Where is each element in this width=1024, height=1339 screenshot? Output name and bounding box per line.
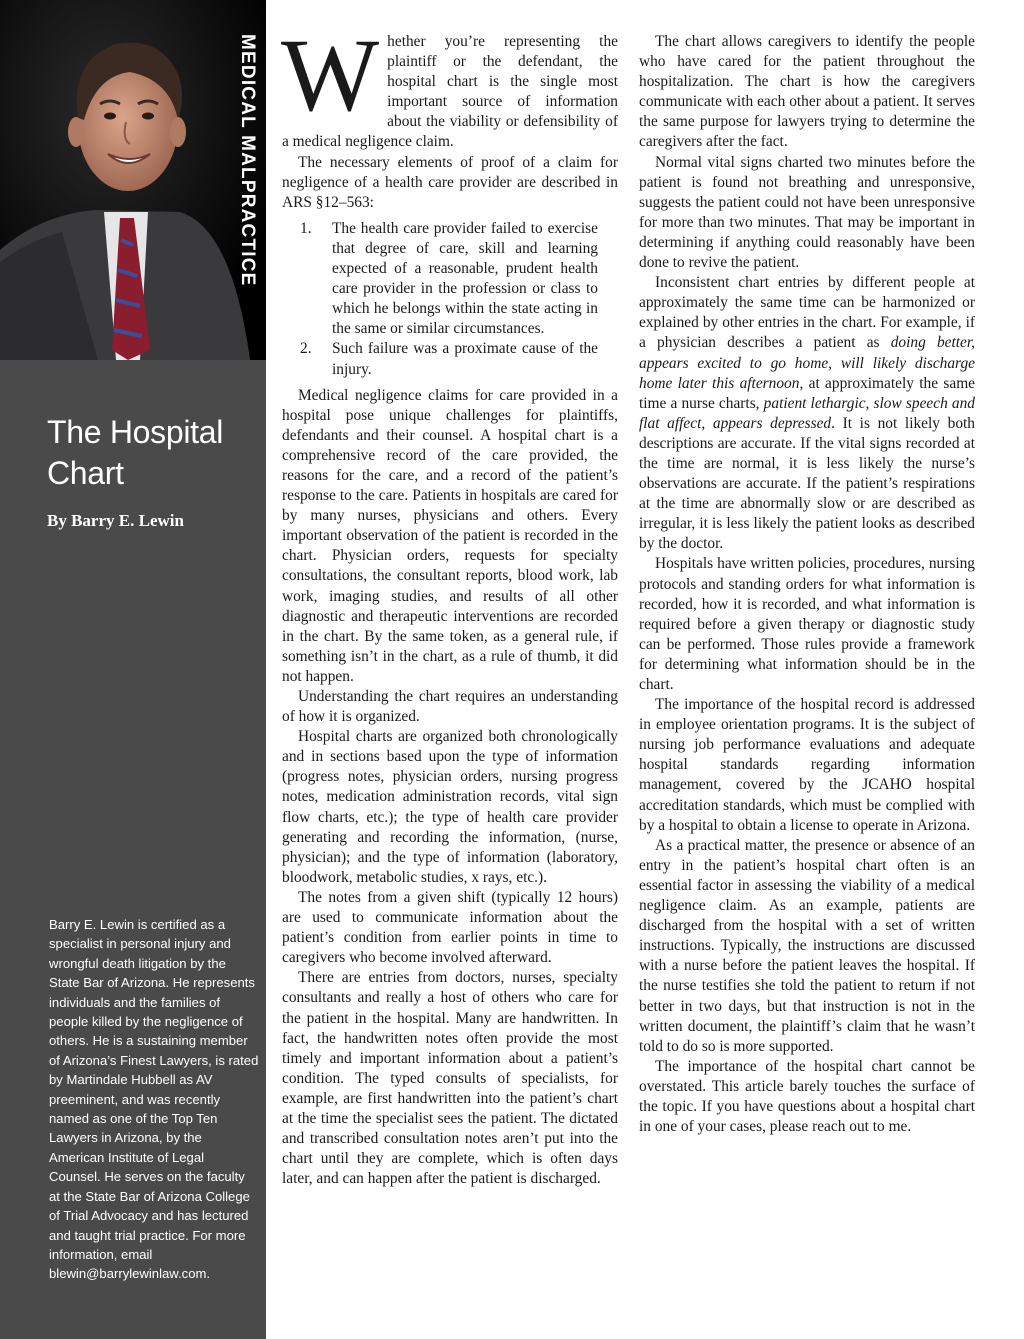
section-label-text: MEDICAL MALPRACTICE	[237, 34, 258, 287]
paragraph-challenges: Medical negligence claims for care provided in a hospital pose unique challenges for plaintiffs, defendants and their counsel. A hospital chart is a comprehensive record of the care provided, the reasons for the care, and a record of the patient’s response to the care. Patients in hospitals are cared for by many nurses, physicians and others. Every important observation of the patient is recorded in the chart. Physician orders, requests for specialty consultations, the consultant reports, blood work, lab work, imaging studies, and results of all other diagnostic and therapeutic interventions are recorded in the chart. By the same token, as a general rule, if something isn’t in the chart, as a rule of thumb, it did not happen.	[282, 386, 618, 685]
inconsistent-text-c: . It is not likely both descriptions are accurate. If the vital signs recorded at the time are normal, it is less likely the nurse’s observations are accurate. If the patient’s respirations at the time are abnormally slow or are described as irregular, it is less likely the patient looks as described by the doctor.	[639, 414, 975, 553]
nurse-quote: patient lethargic, slow speech and flat affect, appears depressed	[639, 394, 975, 432]
inconsistent-text-a: Inconsistent chart entries by different people at approximately the same time can be harmonized or explained by other entries in the chart. For example, if a physician describes a patient as	[639, 274, 975, 352]
paragraph-entries: There are entries from doctors, nurses, specialty consultants and really a host of others who care for the patient in the hospital. Many are handwritten. In fact, the handwritten notes often provide the most timely and important information about a patient’s condition. The typed consults of specialists, for example, are first handwritten into the patient’s chart at the time the specialist sees the patient. The dictated and transcribed consultation notes aren’t put into the chart until they are complete, which is often days later, and can happen after the patient is discharged.	[282, 969, 618, 1188]
list-number: 1.	[300, 219, 312, 237]
list-number: 2.	[300, 340, 312, 358]
list-item	[300, 339, 598, 379]
article-column-1	[281, 18, 618, 1189]
list-item	[300, 219, 598, 340]
list-text: The health care provider failed to exercise that degree of care, skill and learning expected of a reasonable, prudent health care provider in the profession or class to which he belongs within the state acting in the same or similar circumstances.	[332, 219, 598, 338]
paragraph-practical: As a practical matter, the presence or absence of an entry in the patient’s hospital chart often is an essential factor in assessing the viability of a medical negligence claim. As an example, patients are discharged from the hospital with a set of written instructions. Typically, the instructions are discussed with a nurse before the patient leaves the hospital. If the nurse testifies she told the patient to return if not better in two days, but that instruction is not in the written document, the plaintiff’s claim that he wasn’t told to do so is more supported.	[639, 836, 975, 1055]
paragraph-elements: The necessary elements of proof of a claim for negligence of a health care provider are described in ARS §12–563:	[282, 153, 618, 211]
physician-quote: doing better, appears excited to go home, will likely discharge home later this afternoon	[639, 334, 975, 392]
title-line-1: The Hospital	[47, 414, 224, 450]
author-bio: Barry E. Lewin is certified as a specialist in personal injury and wrongful death litigation by the State Bar of Arizona. He represents individuals and the families of people killed by the negligence of others. He is a sustaining member of Arizona’s Finest Lawyers, is rated by Martindale Hubbell as AV preeminent, and was recently named as one of the Top Ten Lawyers in Arizona, by the American Institute of Legal Counsel. He serves on the faculty at the State Bar of Arizona College of Trial Advocacy and has lectured and taught trial practice. For more information, email blewin@barrylewinlaw.com.	[49, 917, 259, 1282]
paragraph-importance: The importance of the hospital record is addressed in employee orientation programs. It is the subject of nursing job performance evaluations and adequate hospital standards regarding information management, covered by the JCAHO hospital accreditation standards, which must be complied with by a hospital to obtain a license to operate in Arizona.	[639, 696, 975, 834]
paragraph-vitals: Normal vital signs charted two minutes before the patient is found not breathing and unresponsive, suggests the patient could not have been unresponsive for more than two minutes. That may be important in determining if anything could reasonably have been done to revive the patient.	[639, 153, 975, 272]
paragraph-closing: The importance of the hospital chart cannot be overstated. This article barely touches the surface of the topic. If you have questions about a hospital chart in one of your cases, please reach out to me.	[639, 1057, 975, 1136]
lead-text: hether you’re representing the plaintiff or the defendant, the hospital chart is the single most important source of information about the viability or defensibility of a medical negligence claim.	[282, 33, 618, 151]
sidebar	[0, 0, 266, 1339]
byline: By Barry E. Lewin	[47, 511, 184, 530]
inconsistent-text-b: , at approximately the same time a nurse charts,	[639, 374, 975, 412]
title-line-2: Chart	[47, 455, 124, 491]
requirements-list	[300, 219, 598, 380]
article-title	[47, 412, 247, 494]
list-text: Such failure was a proximate cause of the injury.	[332, 340, 598, 378]
drop-cap: W	[281, 18, 380, 133]
section-label	[226, 34, 266, 304]
paragraph-notes: The notes from a given shift (typically 12 hours) are used to communicate information about the patient’s condition from earlier points in time to caregivers who become involved afterward.	[282, 888, 618, 967]
paragraph-inconsistent	[639, 273, 975, 554]
paragraph-understanding: Understanding the chart requires an understanding of how it is organized.	[282, 688, 618, 726]
paragraph-policies: Hospitals have written policies, procedures, nursing protocols and standing orders for what information is recorded, how it is recorded, and what information is required before a given therapy or diagnostic study can be performed. Those rules provide a framework for determining what information should be in the chart.	[639, 555, 975, 693]
lead-paragraph	[281, 18, 618, 153]
paragraph-organized: Hospital charts are organized both chronologically and in sections based upon the type of information (progress notes, physician orders, nursing progress notes, medication administration records, vital sign flow charts, etc.); the type of health care provider generating and recording the information, (nurse, physician); and the type of information (laboratory, bloodwork, metabolic studies, x rays, etc.).	[282, 728, 618, 886]
paragraph-allows: The chart allows caregivers to identify the people who have cared for the patient throughout the hospitalization. The chart is how the caregivers communicate with each other about a patient. It serves the same purpose for lawyers trying to determine the caregivers after the fact.	[639, 33, 975, 151]
article-column-2	[639, 32, 975, 1137]
